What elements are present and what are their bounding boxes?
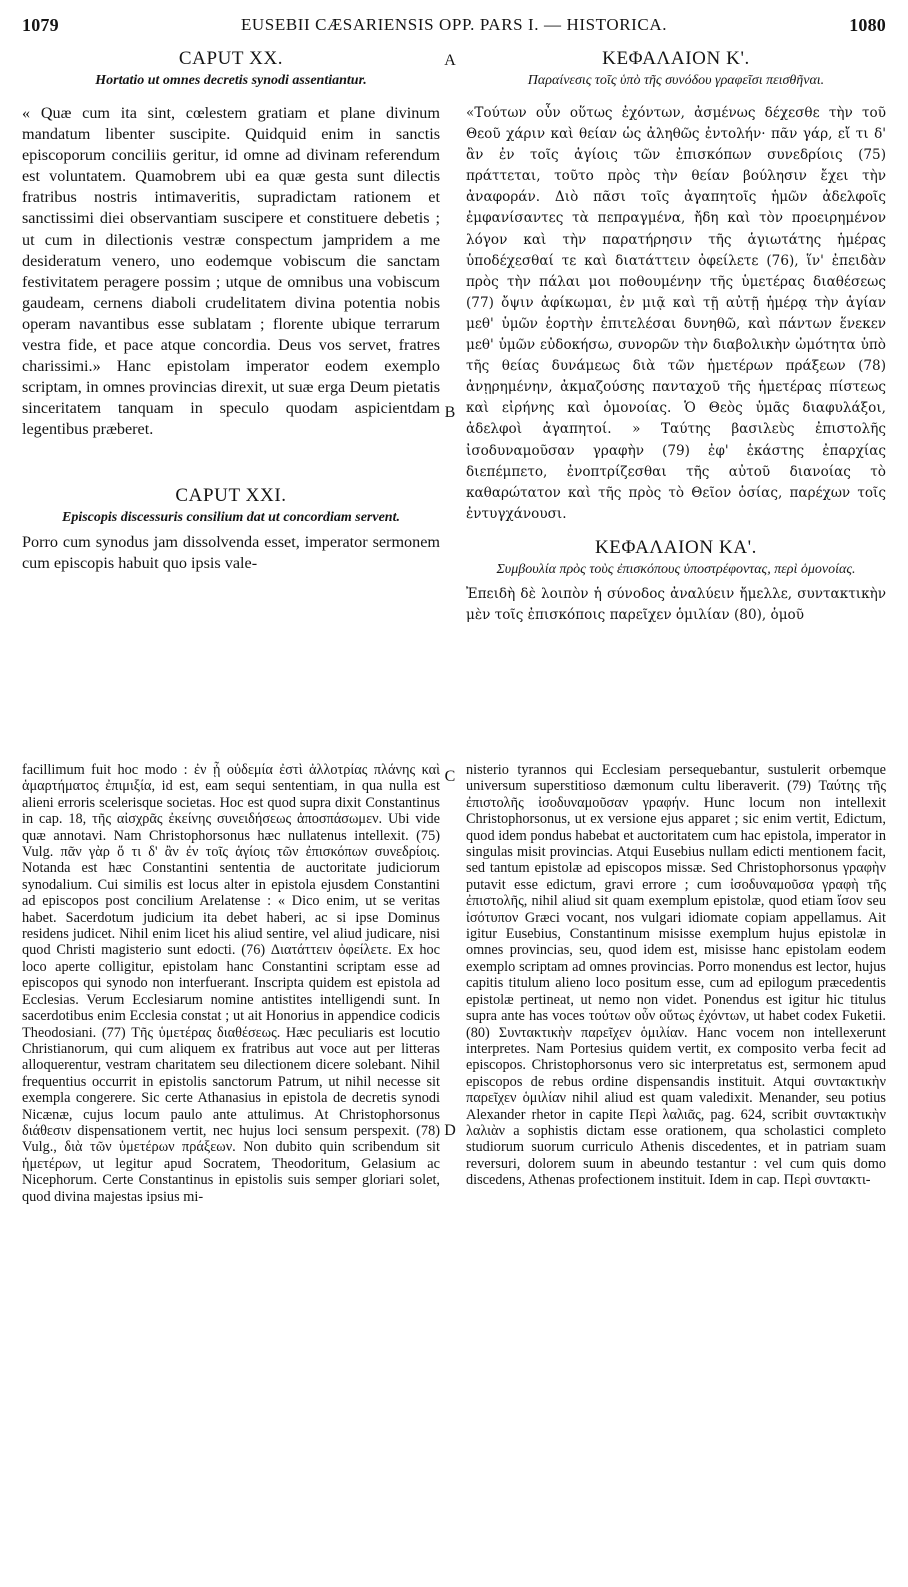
notes-column-left bbox=[22, 762, 440, 1205]
greek-text-column bbox=[466, 44, 886, 626]
chapter-21-text-greek: Ἐπειδὴ δὲ λοιπὸν ἡ σύνοδος ἀναλύειν ἤμελλε, συντακτικὴν μὲν τοῖς ἐπισκόποις παρεῖχεν ὁμιλίαν (80), ὁμοῦ bbox=[466, 585, 886, 623]
chapter-20-heading-latin: CAPUT XX. bbox=[178, 48, 284, 69]
chapter-21-text-latin: Porro cum synodus jam dissolvenda esset, imperator sermonem cum episcopis habuit quo ipsis vale- bbox=[22, 532, 440, 572]
margin-letter-b: B bbox=[444, 404, 456, 421]
notes-left-text: facillimum fuit hoc modo : ἐν ᾗ οὐδεμία ἐστὶ ἀλλοτρίας πλάνης καὶ ἁμαρτήματος ἐπιμιξία, id est, eam sequi sententiam, in qua nulla est alieni erroris scelerisque societas. Hoc est quod supra dixit Constantinus in cap. 18, τῆς αἰσχρᾶς ἐκείνης συνειδήσεως ἀποσπάσωμεν. Ubi vide quæ annotavi. Nam Christophorsonus hæc nullatenus intellexit. (75) Vulg. πᾶν γὰρ ὅ τι δ' ἂν ἐν τοῖς ἁγίοις τῶν ἐπισκόπων συνεδρίοις. Notanda est hæc Constantini sententia de auctoritate judiciorum synodalium. Cui similis est locus alter in epistola ejusdem Constantini ad episcopos post concilium Arelatense : « Dico enim, ut se veritas habet. Sacerdotum judicium ita debet haberi, ac si ipse Dominus residens judicet. Nihil enim licet his aliud sentire, vel aliud judicare, nisi quod Christi magisterio sunt edocti. (76) Διατάττειν ὀφείλετε. Ex hoc loco aperte colligitur, epistolam hanc Constantini scriptam esse ad episcopos qui synodo non interfuerant. Inscripta quidem est epistola ad Ecclesias. Verum Ecclesiarum nomine antistites intelligendi sunt. In sacerdotibus enim Ecclesia constat ; ut ait Honorius in appendice codicis Theodosiani. (77) Τῆς ὑμετέρας διαθέσεως. Hæc peculiaris est locutio Christianorum, qui cum aliquem ex fratribus aut voce aut per litteras alloquerentur, vestram charitatem seu dilectionem dicere solebant. Nihil frequentius occurrit in epistolis sanctorum Patrum, ut nihil necesse sit exempla congerere. Sic certe Athanasius in epistola de decretis synodi Nicænæ, cujus locum paulo ante attulimus. At Christophorsonus διάθεσιν dispensationem vertit, nec hujus loci sensum perspexit. (78) Vulg., διὰ τῶν ὑμετέρων πράξεων. Non dubito quin scribendum sit ἡμετέρων, ut legitur apud Socratem, Theodoritum, Gelasium ac Nicephorum. Certe Constantinus in epistolis suis semper gloriari solet, quod divina majestas ipsius mi- bbox=[22, 762, 440, 1205]
page-number-right: 1080 bbox=[849, 14, 886, 35]
chapter-21-heading-latin: CAPUT XXI. bbox=[175, 484, 287, 506]
chapter-21-summary-greek: Συμβουλία πρὸς τοὺς ἐπισκόπους ὑποστρέφοντας, περὶ ὁμονοίας. bbox=[496, 561, 856, 577]
chapter-20-text-greek: «Τούτων οὖν οὕτως ἐχόντων, ἀσμένως δέχεσθε τὴν τοῦ Θεοῦ χάριν καὶ θείαν ὡς ἀληθῶς ἐντολήν· πᾶν γάρ, εἴ τι δ' ἂν ἐν τοῖς ἁγίοις τῶν ἐπισκόπων συνεδρίοις (75) πράττεται, τοῦτο πρὸς τὴν θείαν βούλησιν ἔχει τὴν ἀναφοράν. Διὸ πᾶσι τοῖς ἀγαπητοῖς ἡμῶν ἀδελφοῖς ἐμφανίσαντες τὰ πεπραγμένα, ἤδη καὶ τὸν προειρημένον λόγον καὶ τὴν παρατήρησιν τῆς ἁγιωτάτης ἡμέρας ὑποδέχεσθαί τε καὶ διατάττειν ὀφείλετε (76), ἵν' ἐπειδὰν πρὸς τὴν πάλαι μοι ποθουμένην τῆς ὑμετέρας διαθέσεως (77) ὄψιν ἀφίκωμαι, ἐν μιᾷ καὶ τῇ αὐτῇ ἡμέρᾳ τὴν ἁγίαν μεθ' ὑμῶν ἑορτὴν ἐπιτελέσαι δυνηθῶ, καὶ πάντων ἕνεκεν μεθ' ὑμῶν εὐδοκήσω, συνορῶν τὴν διαβολικὴν ὠμότητα ὑπὸ τῆς θείας δυνάμεως διὰ τῶν ἡμετέρων πράξεων (78) ἀνῃρημένην, ἀκμαζούσης πανταχοῦ τῆς ἡμετέρας πίστεως καὶ εἰρήνης καὶ ὁμονοίας. Ὁ Θεὸς ὑμᾶς διαφυλάξοι, ἀδελφοὶ ἀγαπητοί. » Ταύτης βασιλεὺς ἐπιστολῆς ἰσοδυναμοῦσαν γραφὴν (79) ἐφ' ἑκάστης ἐπαρχίας διεπέμπετο, ἐνοπτρίζεσθαι τῆς αὐτοῦ διανοίας τὸ καθαρώτατον καὶ τῆς πρὸς τὸ Θεῖον ὁσίας, παρέχων τοῖς ἐντυγχάνουσι. bbox=[466, 105, 886, 522]
margin-letter-d: D bbox=[444, 1122, 456, 1139]
running-title: EUSEBII CÆSARIENSIS OPP. PARS I. — HISTORICA. bbox=[240, 15, 668, 34]
running-head bbox=[22, 12, 886, 38]
latin-text-column bbox=[22, 44, 440, 574]
page-number-left: 1079 bbox=[22, 14, 59, 35]
chapter-20-summary-latin: Hortatio ut omnes decretis synodi assentiantur. bbox=[95, 73, 367, 88]
margin-letter-a: A bbox=[444, 52, 456, 69]
chapter-20-summary-greek: Παραίνεσις τοῖς ὑπὸ τῆς συνόδου γραφεῖσι πεισθῆναι. bbox=[527, 73, 825, 88]
notes-column-right bbox=[466, 762, 886, 1189]
chapter-21-heading-greek: ΚΕΦΑΛΑΙΟΝ ΚΑ'. bbox=[594, 536, 758, 558]
margin-letter-c: C bbox=[444, 768, 456, 785]
notes-right-text: nisterio tyrannos qui Ecclesiam persequebantur, sustulerit orbemque universum superstitioso dæmonum cultu liberaverit. (79) Ταύτης τῆς ἐπιστολῆς ἰσοδυναμοῦσαν γραφήν. Hunc locum non intellexit Christophorsonus, ut ex versione ejus apparet ; sic enim vertit, Edictum, quod idem pondus habebat et auctoritatem cum hac epistola, imperator in singulas misit provincias. Atqui Eusebius nullam edicti mentionem facit, sed tantum epistolæ ad episcopos missæ. Sed Christophorsonus γραφὴν putavit esse edictum, gravi errore ; cum ἰσοδυναμοῦσα γραφὴ τῆς ἐπιστολῆς, nihil aliud sit quam exemplum epistolæ, quod etiam ἴσον seu ἰσότυπον Græci vocant, nos vulgari idiomate copiam appellamus. Ait igitur Eusebius, Constantinum misisse exemplum hujus epistolæ in omnes provincias, seu, quod idem est, misisse hanc epistolam eodem exemplo scriptam ad omnes provincias. Porro monendus est lector, hujus capitis titulum alieno loco positum esse, cum ad epilogum præcedentis epistolæ pertineat, ut nemo non videt. Ponendus est igitur hic titulus supra ante has voces τούτων οὖν οὕτως ἐχόντων, ut habet codex Fuketii. (80) Συντακτικὴν παρεῖχεν ὁμιλίαν. Hanc vocem non intellexerunt interpretes. Nam Portesius quidem vertit, ex composito verba fecit ad episcopos. Christophorsonus vero sic interpretatus est, sermonem apud episcopos de rebus ordine dispensandis instituit. Atqui συντακτικὴν παρεῖχεν ὁμιλίαν nihil aliud est quam valedixit. Menander, seu potius Alexander rhetor in capite Περὶ λαλιᾶς, pag. 624, scribit συντακτικὴν λαλιὰν a sophistis dictam esse orationem, qua scholastici completo studiorum suorum curriculo Athenis discedentes, et in patriam suam reversuri, dolorem suum in abeundo testantur : vel cum quis domo discedens, Athenas profectionem instituit. Idem in cap. Περὶ συντακτι- bbox=[466, 762, 886, 1189]
chapter-21-summary-latin: Episcopis discessuris consilium dat ut concordiam servent. bbox=[62, 509, 400, 525]
chapter-20-text-latin: « Quæ cum ita sint, cœlestem gratiam et plane divinum mandatum libenter suscipite. Quidquid enim in sanctis episcoporum conciliis geritur, id omne ad divinam referendum est voluntatem. Quamobrem ubi ea quæ gesta sunt dilectis fratribus nostris intimaveritis, supradictam rationem et sanctissimi diei observantiam suscipere et constituere debetis ; ut cum in dilectionis vestræ conspectum jampridem a me desideratum venero, uno eodemque vobiscum die sanctam festivitatem peragere possim ; utque de omnibus una vobiscum gaudeam, cernens diaboli crudelitatem divina potentia nobis operam navantibus esse sublatam ; florente ubique terrarum vestra fide, et pace atque concordia. Deus vos servet, fratres charissimi.» Hanc epistolam imperator eodem exemplo scriptam, in omnes provincias direxit, ut suæ erga Deum pietatis sinceritatem tanquam in speculo quodam aspicientdam legentibus præberet. bbox=[22, 104, 440, 439]
chapter-20-heading-greek: ΚΕΦΑΛΑΙΟΝ Κ'. bbox=[602, 48, 750, 69]
